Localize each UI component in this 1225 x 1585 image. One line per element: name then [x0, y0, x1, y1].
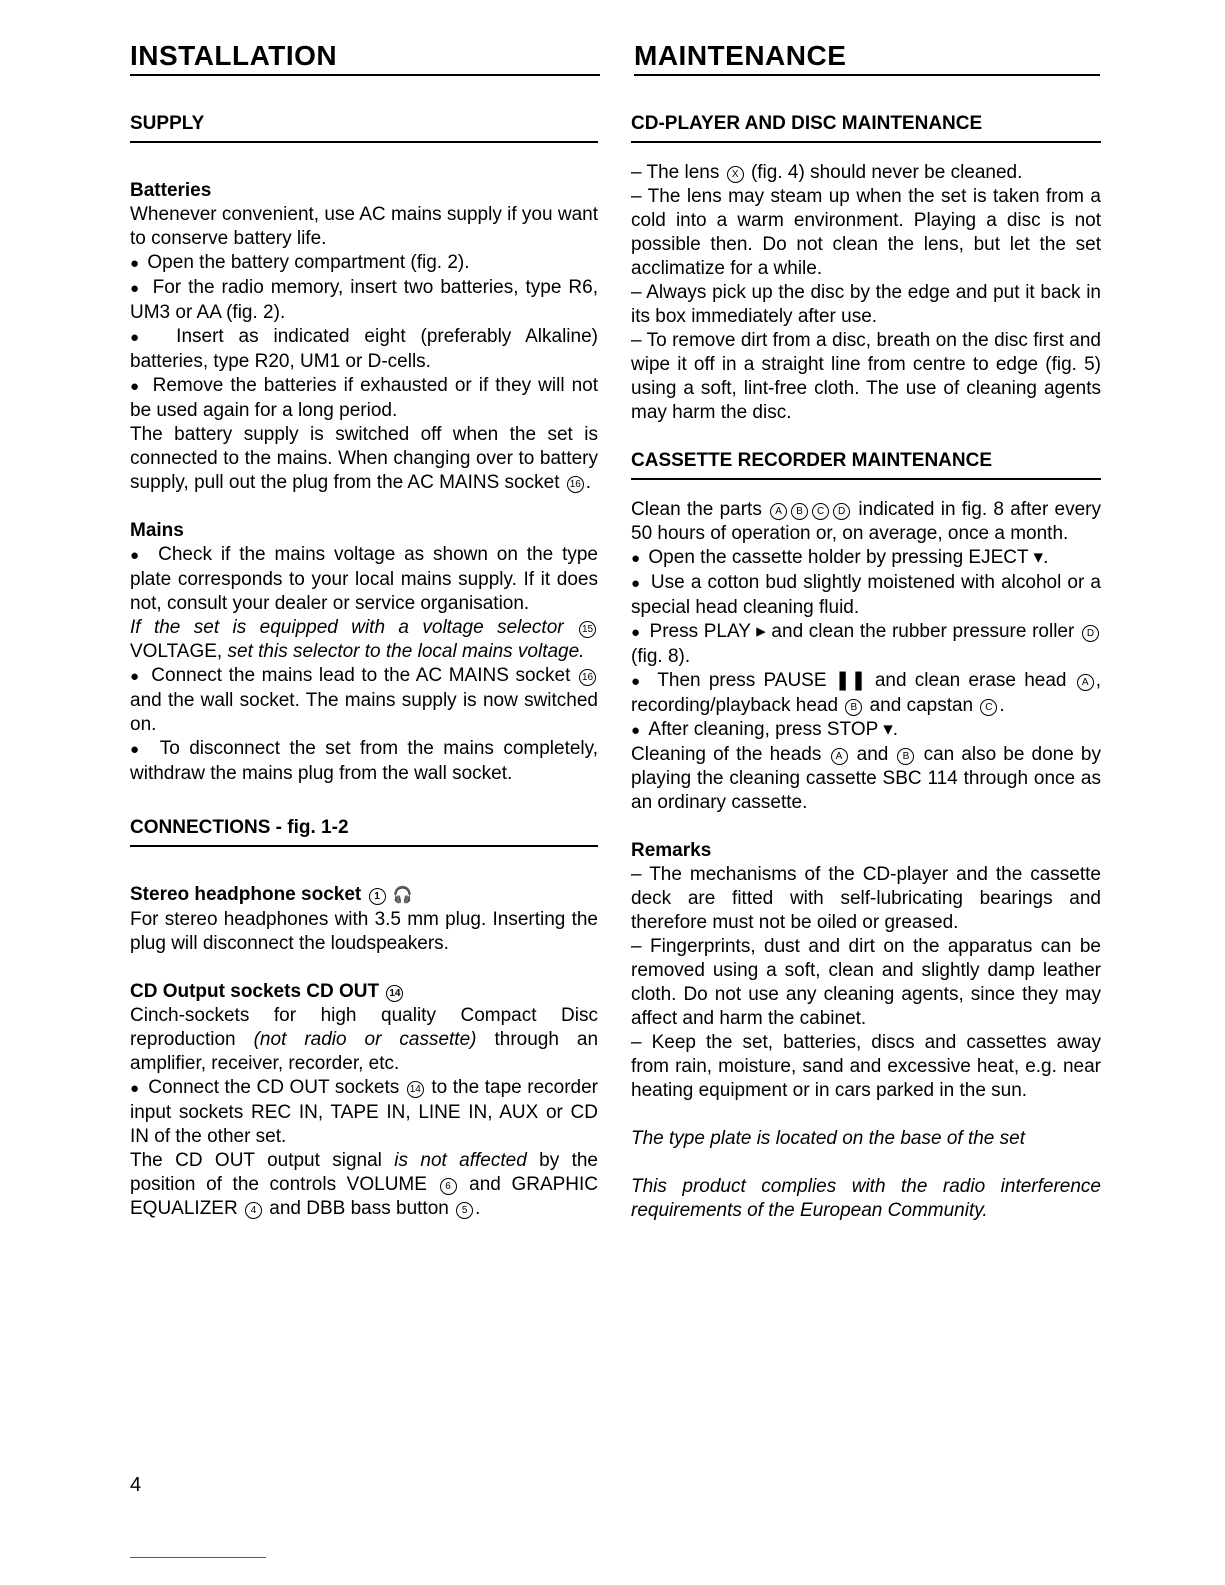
- cassette-bullet-3: ● Press PLAY ▸ and clean the rubber pressure roller D (fig. 8).: [631, 620, 1101, 669]
- remarks-dash-3: – Keep the set, batteries, discs and cassettes away from rain, moisture, sand and excessive heat, e.g. near heating equipment or in cars parked in the sun.: [631, 1032, 1101, 1101]
- callout-a: A: [770, 503, 787, 520]
- remarks-dash-2: – Fingerprints, dust and dirt on the apparatus can be removed using a soft, clean and slightly damp leather cloth. Do not use any cleaning agents, since they may affect and harm the cabinet.: [631, 936, 1101, 1029]
- installation-column: [130, 112, 598, 1221]
- cassette-maintenance-title: CASSETTE RECORDER MAINTENANCE: [631, 449, 1101, 480]
- voltage-selector-note: If the set is equipped with a voltage selector 15 VOLTAGE, set this selector to the local mains voltage.: [130, 616, 598, 664]
- remarks-dash-1: – The mechanisms of the CD-player and the cassette deck are fitted with self-lubricating bearings and therefore must not be oiled or greased.: [631, 864, 1101, 933]
- maintenance-heading: MAINTENANCE: [634, 40, 1100, 76]
- installation-heading: INSTALLATION: [130, 40, 600, 76]
- cassette-bullet-1: ● Open the cassette holder by pressing EJECT ▾.: [631, 546, 1101, 571]
- cassette-paragraph-2: Cleaning of the heads A and B can also be done by playing the cleaning cassette SBC 114 through once as an ordinary cassette.: [631, 744, 1102, 813]
- callout-b3: B: [897, 748, 914, 765]
- cd-out-paragraph-2: The CD OUT output signal is not affected by the position of the controls VOLUME 6 and GRAPHIC EQUALIZER 4 and DBB bass button 5 .: [130, 1150, 599, 1219]
- cd-maintenance-title: CD-PLAYER AND DISC MAINTENANCE: [631, 112, 1101, 143]
- batteries-bullet-3: ● Insert as indicated eight (preferably Alkaline) batteries, type R20, UM1 or D-cells.: [130, 325, 598, 374]
- headphone-text: For stereo headphones with 3.5 mm plug. Inserting the plug will disconnect the loudspeakers.: [130, 909, 598, 954]
- callout-14b: 14: [407, 1081, 424, 1098]
- cassette-bullet-4: ● Then press PAUSE ❚❚ and clean erase head A , recording/playback head B and capstan C .: [631, 669, 1101, 718]
- batteries-paragraph: The battery supply is switched off when the set is connected to the mains. When changing over to battery supply, pull out the plug from the AC MAINS socket 16 .: [130, 424, 598, 493]
- callout-c2: C: [980, 699, 997, 716]
- callout-c: C: [812, 503, 829, 520]
- headphones-icon: 🎧: [392, 887, 413, 904]
- batteries-bullet-4: ● Remove the batteries if exhausted or if they will not be used again for a long period.: [130, 374, 598, 423]
- callout-1: 1: [369, 888, 386, 905]
- cassette-paragraph-1: Clean the parts A B C D indicated in fig. 8 after every 50 hours of operation or, on average, once a month.: [631, 499, 1102, 544]
- cd-dash-3: – Always pick up the disc by the edge and put it back in its box immediately after use.: [631, 282, 1101, 327]
- compliance-note: This product complies with the radio interference requirements of the European Community.: [631, 1176, 1101, 1221]
- batteries-bullet-1: ● Open the battery compartment (fig. 2).: [130, 251, 598, 276]
- cd-out-subtitle: CD Output sockets CD OUT 14: [130, 980, 598, 1004]
- cd-out-paragraph-1: Cinch-sockets for high quality Compact Disc reproduction (not radio or cassette) through an amplifier, receiver, recorder, etc.: [130, 1005, 599, 1074]
- footer-rule: [130, 1557, 266, 1558]
- callout-16: 16: [567, 476, 584, 493]
- batteries-subtitle: Batteries: [130, 180, 212, 201]
- cd-dash-1: – The lens X (fig. 4) should never be cleaned.: [631, 162, 1023, 183]
- type-plate-note: The type plate is located on the base of the set: [631, 1128, 1025, 1149]
- headphone-subtitle: Stereo headphone socket 1 🎧: [130, 884, 413, 905]
- supply-section-title: SUPPLY: [130, 112, 598, 143]
- callout-15: 15: [579, 621, 596, 638]
- batteries-intro: Whenever convenient, use AC mains supply if you want to conserve battery life.: [130, 204, 598, 249]
- callout-b2: B: [845, 699, 862, 716]
- cd-out-bullet: ● Connect the CD OUT sockets 14 to the tape recorder input sockets REC IN, TAPE IN, LINE IN, AUX or CD IN of the other set.: [130, 1076, 598, 1149]
- callout-4: 4: [245, 1202, 262, 1219]
- mains-bullet-2: ● Connect the mains lead to the AC MAINS socket 16 and the wall socket. The mains supply is now switched on.: [130, 664, 598, 737]
- callout-16b: 16: [579, 669, 596, 686]
- callout-14: 14: [386, 985, 403, 1002]
- callout-d: D: [833, 503, 850, 520]
- callout-x: X: [727, 166, 744, 183]
- batteries-bullet-2: ● For the radio memory, insert two batteries, type R6, UM3 or AA (fig. 2).: [130, 276, 598, 325]
- callout-5: 5: [456, 1202, 473, 1219]
- cd-dash-2: – The lens may steam up when the set is taken from a cold into a warm environment. Playing a disc is not possible then. Do not clean the lens, but let the set acclimatize for a while.: [631, 186, 1101, 279]
- callout-a3: A: [831, 748, 848, 765]
- page-number: 4: [130, 1474, 142, 1496]
- callout-a2: A: [1077, 674, 1094, 691]
- mains-bullet-1: ● Check if the mains voltage as shown on the type plate corresponds to your local mains supply. If it does not, consult your dealer or service organisation.: [130, 543, 598, 616]
- callout-d2: D: [1082, 625, 1099, 642]
- mains-bullet-3: ● To disconnect the set from the mains completely, withdraw the mains plug from the wall socket.: [130, 737, 598, 786]
- callout-b: B: [791, 503, 808, 520]
- callout-6: 6: [440, 1178, 457, 1195]
- cd-dash-4: – To remove dirt from a disc, breath on the disc first and wipe it off in a straight line from centre to edge (fig. 5) using a soft, lint-free cloth. The use of cleaning agents may harm the disc.: [631, 330, 1101, 423]
- connections-section-title: CONNECTIONS - fig. 1-2: [130, 816, 598, 847]
- cassette-bullet-5: ● After cleaning, press STOP ▾.: [631, 718, 1101, 743]
- cassette-bullet-2: ● Use a cotton bud slightly moistened with alcohol or a special head cleaning fluid.: [631, 571, 1101, 620]
- maintenance-column: [631, 112, 1101, 1223]
- remarks-subtitle: Remarks: [631, 840, 712, 861]
- mains-subtitle: Mains: [130, 520, 184, 541]
